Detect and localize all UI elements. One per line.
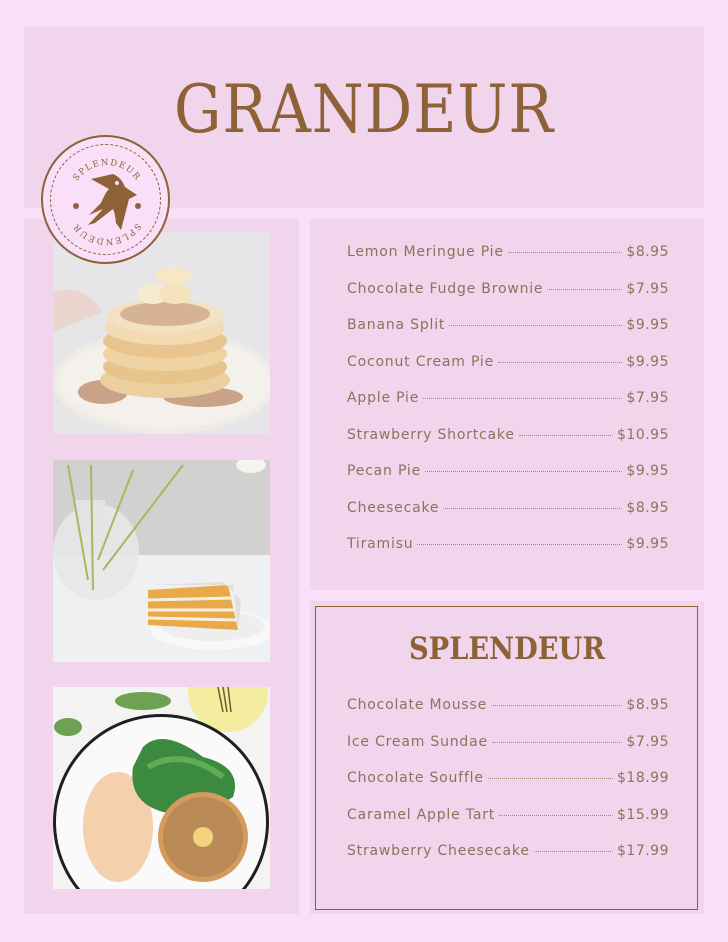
item-name: Caramel Apple Tart bbox=[347, 806, 496, 823]
item-name: Lemon Meringue Pie bbox=[347, 244, 504, 260]
item-price: $9.95 bbox=[626, 536, 669, 552]
item-price: $7.95 bbox=[626, 280, 669, 297]
splendeur-menu-list bbox=[347, 697, 669, 880]
item-name: Apple Pie bbox=[347, 390, 420, 406]
splendeur-title: SPLENDEUR bbox=[408, 631, 606, 667]
item-name: Ice Cream Sundae bbox=[347, 733, 488, 750]
item-price: $10.95 bbox=[617, 426, 669, 443]
menu-item bbox=[347, 317, 669, 354]
menu-item bbox=[347, 390, 669, 427]
item-price: $9.95 bbox=[626, 317, 669, 333]
page-title: GRANDEUR bbox=[173, 71, 555, 148]
item-price: $9.95 bbox=[626, 463, 669, 479]
dot-leader bbox=[443, 508, 622, 509]
item-name: Strawberry Shortcake bbox=[347, 426, 515, 443]
dot-leader bbox=[449, 325, 622, 326]
bagel-plate-photo bbox=[53, 687, 270, 889]
item-price: $8.95 bbox=[626, 499, 669, 516]
cake-slice-photo bbox=[53, 460, 270, 662]
dot-leader bbox=[417, 544, 622, 545]
menu-item bbox=[347, 807, 669, 844]
swallow-bird-icon bbox=[43, 137, 172, 266]
item-name: Chocolate Fudge Brownie bbox=[347, 280, 544, 297]
item-price: $8.95 bbox=[626, 697, 669, 713]
menu-item bbox=[347, 354, 669, 391]
menu-item bbox=[347, 427, 669, 464]
menu-item bbox=[347, 463, 669, 500]
menu-item bbox=[347, 770, 669, 807]
item-name: Coconut Cream Pie bbox=[347, 353, 495, 370]
dot-leader bbox=[519, 435, 613, 436]
item-name: Chocolate Mousse bbox=[347, 697, 488, 713]
item-price: $7.95 bbox=[626, 733, 669, 750]
menu-item bbox=[347, 734, 669, 771]
item-price: $18.99 bbox=[617, 770, 669, 786]
item-price: $8.95 bbox=[626, 244, 669, 260]
dot-leader bbox=[425, 471, 622, 472]
menu-item bbox=[347, 500, 669, 537]
svg-text:SPLENDEUR: SPLENDEUR bbox=[71, 221, 143, 247]
dot-leader bbox=[547, 289, 622, 290]
item-name: Pecan Pie bbox=[347, 463, 421, 479]
item-price: $15.99 bbox=[617, 806, 669, 823]
logo-badge bbox=[41, 135, 170, 264]
item-price: $9.95 bbox=[626, 353, 669, 370]
main-menu-list bbox=[347, 244, 669, 573]
dot-leader bbox=[508, 252, 623, 253]
dot-leader bbox=[492, 742, 623, 743]
dot-leader bbox=[491, 705, 622, 706]
item-name: Banana Split bbox=[347, 317, 446, 333]
dot-leader bbox=[423, 398, 622, 399]
menu-item bbox=[347, 697, 669, 734]
item-price: $17.99 bbox=[617, 843, 669, 859]
item-price: $7.95 bbox=[626, 390, 669, 406]
dot-leader bbox=[534, 851, 613, 852]
dot-leader bbox=[498, 362, 622, 363]
item-name: Chocolate Souffle bbox=[347, 770, 484, 786]
item-name: Strawberry Cheesecake bbox=[347, 843, 530, 859]
menu-item bbox=[347, 281, 669, 318]
item-name: Cheesecake bbox=[347, 499, 440, 516]
svg-text:SPLENDEUR: SPLENDEUR bbox=[71, 157, 143, 183]
menu-item bbox=[347, 244, 669, 281]
dot-leader bbox=[488, 778, 613, 779]
menu-item bbox=[347, 843, 669, 880]
dot-leader bbox=[499, 815, 613, 816]
item-name: Tiramisu bbox=[347, 536, 414, 552]
menu-item bbox=[347, 536, 669, 573]
